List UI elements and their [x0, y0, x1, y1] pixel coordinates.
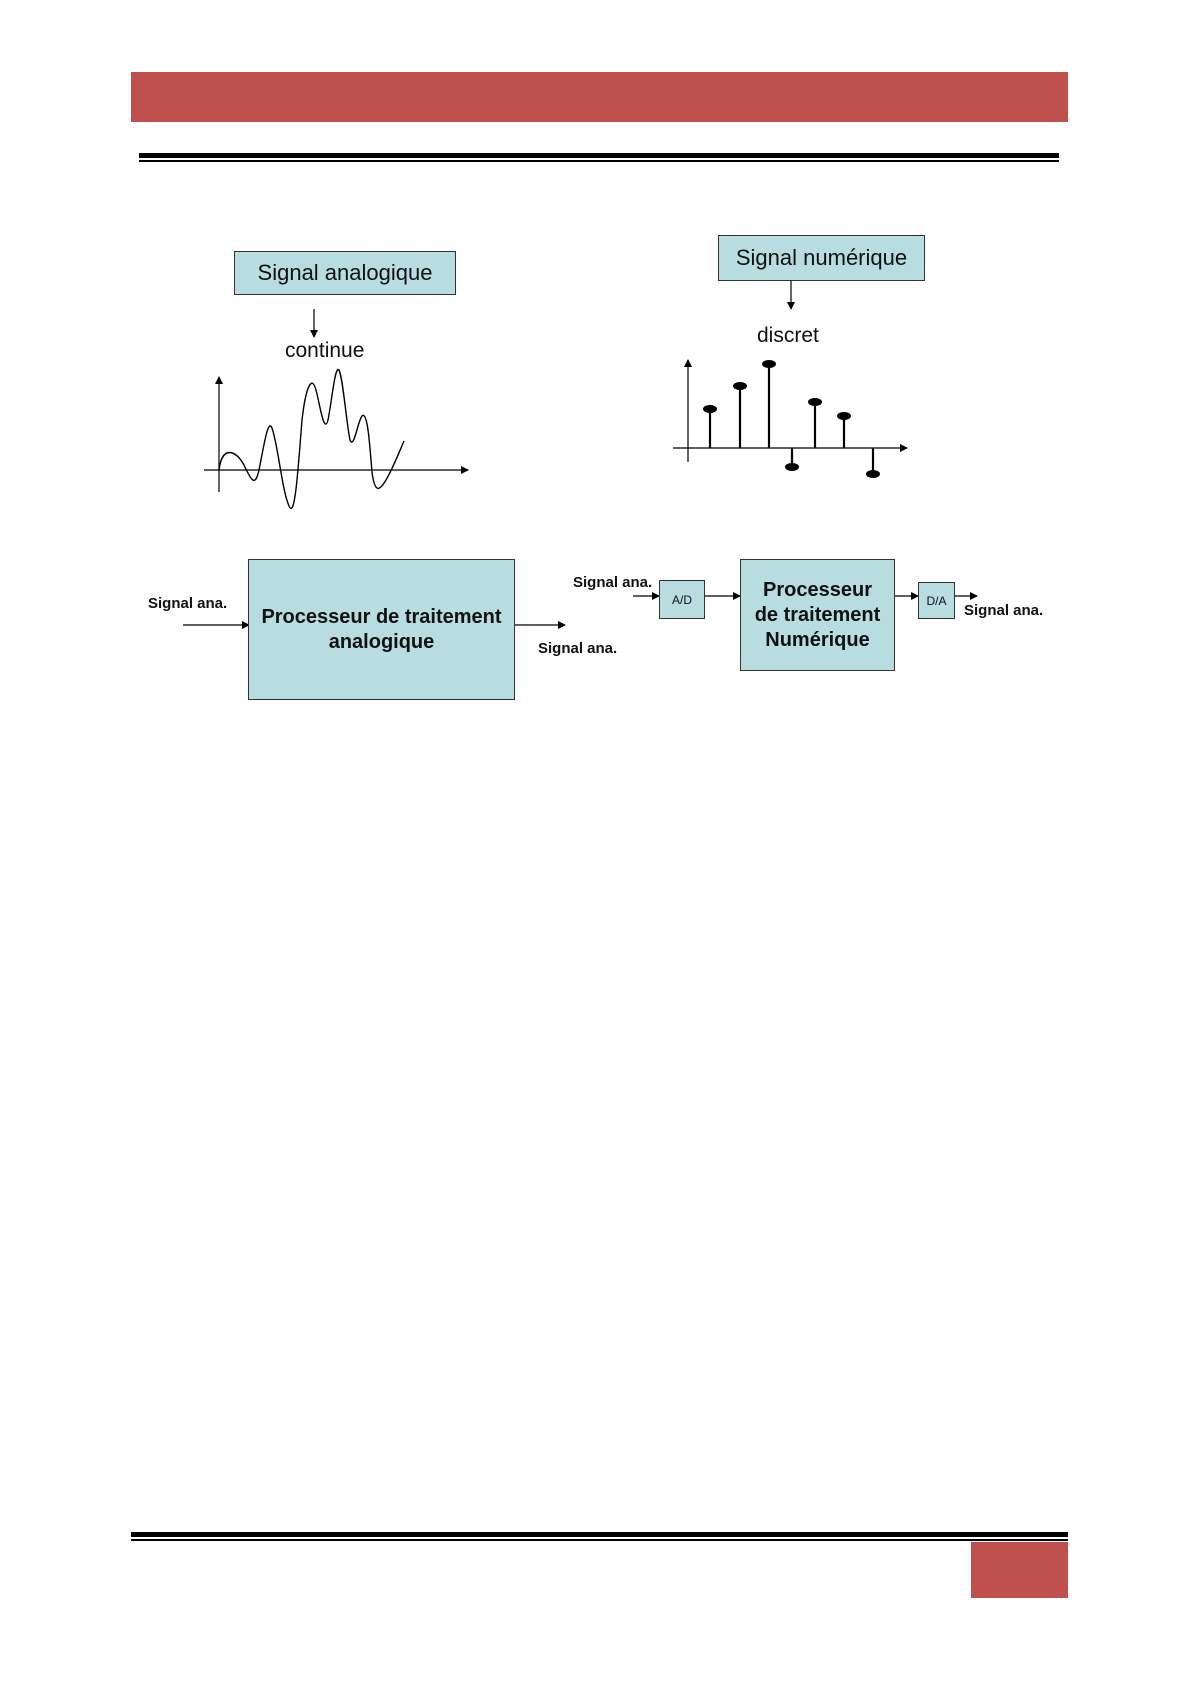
- digital-chain-input-label: Signal ana.: [573, 574, 653, 591]
- analog-processor-line1: Processeur de traitement: [261, 605, 502, 628]
- analog-processor-line2: analogique: [328, 630, 435, 653]
- digital-processor-line1: Processeur: [763, 578, 872, 601]
- analog-signal-title-box: [234, 251, 456, 295]
- digital-samples: [703, 360, 880, 478]
- analog-caption: continue: [285, 339, 365, 362]
- digital-signal-title-box: [718, 235, 925, 281]
- adc-box: [659, 580, 705, 619]
- analog-signal-title: Signal analogique: [257, 260, 433, 285]
- digital-signal-title: Signal numérique: [735, 245, 908, 270]
- dac-box: [918, 582, 955, 619]
- digital-chain-output-label: Signal ana.: [964, 602, 1044, 619]
- analog-chain-output-label: Signal ana.: [538, 640, 618, 657]
- analog-processor-box: [248, 559, 515, 700]
- digital-processor-line3: Numérique: [765, 628, 870, 651]
- adc-label: A/D: [671, 592, 692, 607]
- digital-processor-line2: de traitement: [754, 603, 881, 626]
- dac-label: D/A: [926, 593, 947, 608]
- analog-chain-input-label: Signal ana.: [148, 595, 228, 612]
- analog-waveform: [219, 370, 404, 509]
- digital-caption: discret: [757, 324, 819, 347]
- digital-processor-box: [740, 559, 895, 671]
